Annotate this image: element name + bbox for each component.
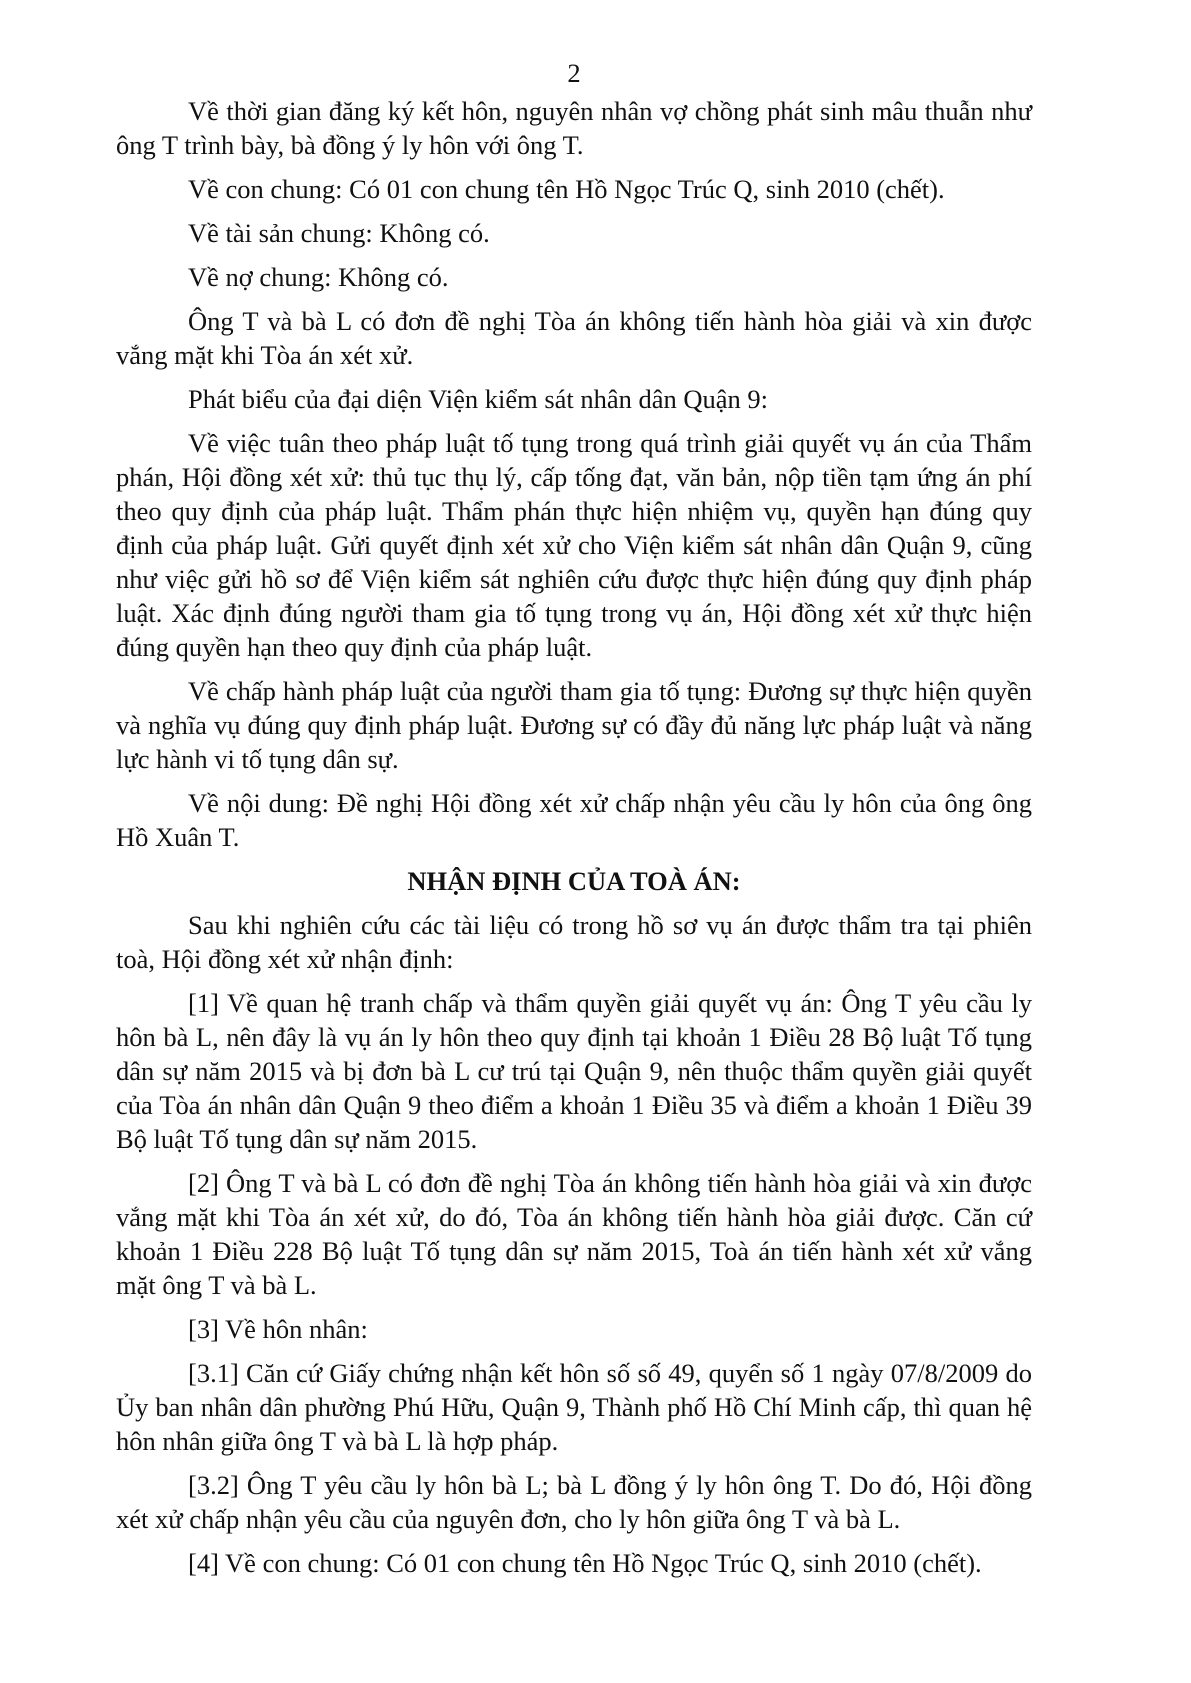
paragraph-common-assets: Về tài sản chung: Không có. (188, 218, 490, 248)
paragraph-participant-compliance: Về chấp hành pháp luật của người tham gia tố tụng: Đương sự thực hiện quyền và nghĩa vụ đúng quy định pháp luật. Đương sự có đầy đủ năng lực pháp luật và năng lực hành vi tố tụng dân sự. (116, 676, 1032, 774)
paragraph-procuracy-intro: Phát biểu của đại diện Viện kiểm sát nhân dân Quận 9: (188, 384, 769, 414)
page-number: 2 (567, 58, 581, 88)
paragraph-procuracy-proposal: Về nội dung: Đề nghị Hội đồng xét xử chấp nhận yêu cầu ly hôn của ông ông Hồ Xuân T. (116, 788, 1032, 852)
paragraph-item-4-children: [4] Về con chung: Có 01 con chung tên Hồ Ngọc Trúc Q, sinh 2010 (chết). (188, 1548, 982, 1578)
paragraph-item-3-marriage: [3] Về hôn nhân: (188, 1314, 368, 1344)
paragraph-item-1-jurisdiction: [1] Về quan hệ tranh chấp và thẩm quyền giải quyết vụ án: Ông T yêu cầu ly hôn bà L, nên đây là vụ án ly hôn theo quy định tại khoản 1 Điều 28 Bộ luật Tố tụng dân sự năm 2015 và bị đơn bà L cư trú tại Quận 9, nên thuộc thẩm quyền giải quyết của Tòa án nhân dân Quận 9 theo điểm a khoản 1 Điều 35 và điểm a khoản 1 Điều 39 Bộ luật Tố tụng dân sự năm 2015. (116, 988, 1032, 1154)
paragraph-item-3-1-certificate: [3.1] Căn cứ Giấy chứng nhận kết hôn số số 49, quyển số 1 ngày 07/8/2009 do Ủy ban nhân dân phường Phú Hữu, Quận 9, Thành phố Hồ Chí Minh cấp, thì quan hệ hôn nhân giữa ông T và bà L là hợp pháp. (116, 1358, 1032, 1456)
paragraph-common-debts: Về nợ chung: Không có. (188, 262, 449, 292)
document-page (116, 56, 1032, 1590)
paragraph-marriage-time: Về thời gian đăng ký kết hôn, nguyên nhân vợ chồng phát sinh mâu thuẫn như ông T trình bày, bà đồng ý ly hôn với ông T. (116, 96, 1032, 160)
paragraph-court-review: Sau khi nghiên cứu các tài liệu có trong hồ sơ vụ án được thẩm tra tại phiên toà, Hội đồng xét xử nhận định: (116, 910, 1032, 974)
paragraph-item-2-absence: [2] Ông T và bà L có đơn đề nghị Tòa án không tiến hành hòa giải và xin được vắng mặt khi Tòa án xét xử, do đó, Tòa án không tiến hành hòa giải được. Căn cứ khoản 1 Điều 228 Bộ luật Tố tụng dân sự năm 2015, Toà án tiến hành xét xử vắng mặt ông T và bà L. (116, 1168, 1032, 1300)
paragraph-common-children: Về con chung: Có 01 con chung tên Hồ Ngọc Trúc Q, sinh 2010 (chết). (188, 174, 945, 204)
section-heading: NHẬN ĐỊNH CỦA TOÀ ÁN: (407, 866, 741, 896)
paragraph-procedural-compliance: Về việc tuân theo pháp luật tố tụng trong quá trình giải quyết vụ án của Thẩm phán, Hội đồng xét xử: thủ tục thụ lý, cấp tống đạt, văn bản, nộp tiền tạm ứng án phí theo quy định của pháp luật. Thẩm phán thực hiện nhiệm vụ, quyền hạn đúng quy định của pháp luật. Gửi quyết định xét xử cho Viện kiểm sát nhân dân Quận 9, cũng như việc gửi hồ sơ để Viện kiểm sát nghiên cứu được thực hiện đúng quy định pháp luật. Xác định đúng người tham gia tố tụng trong vụ án, Hội đồng xét xử thực hiện đúng quyền hạn theo quy định của pháp luật. (116, 428, 1032, 662)
paragraph-absence-request: Ông T và bà L có đơn đề nghị Tòa án không tiến hành hòa giải và xin được vắng mặt khi Tòa án xét xử. (116, 306, 1032, 370)
paragraph-item-3-2-divorce: [3.2] Ông T yêu cầu ly hôn bà L; bà L đồng ý ly hôn ông T. Do đó, Hội đồng xét xử chấp nhận yêu cầu của nguyên đơn, cho ly hôn giữa ông T và bà L. (116, 1470, 1032, 1534)
